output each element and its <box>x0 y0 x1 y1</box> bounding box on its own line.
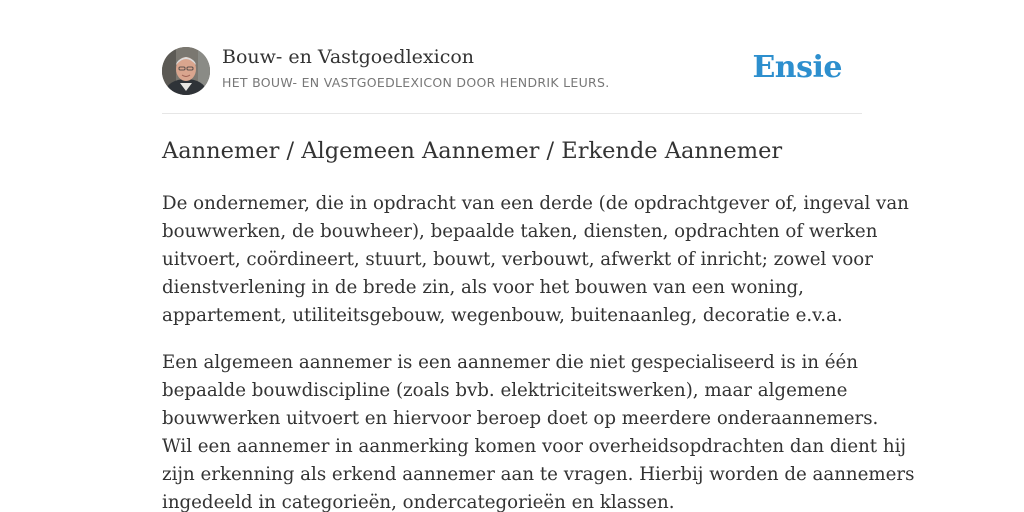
site-header <box>162 0 862 114</box>
content-container <box>162 0 915 512</box>
text-line: uitvoert, coördineert, stuurt, bouwt, verbouwt, afwerkt of inricht; zowel voor <box>162 249 873 270</box>
text-line: bouwwerken, de bouwheer), bepaalde taken, diensten, opdrachten of werken <box>162 221 878 242</box>
site-subtitle: HET BOUW- EN VASTGOEDLEXICON DOOR HENDRIK LEURS. <box>222 75 610 90</box>
paragraph-1 <box>162 190 909 330</box>
text-line: zijn erkenning als erkend aannemer aan te vragen. Hierbij worden de aannemers <box>162 464 915 485</box>
text-line: Wil een aannemer in aanmerking komen voor overheidsopdrachten dan dient hij <box>162 436 907 457</box>
entry-body <box>162 190 915 512</box>
site-title[interactable]: Bouw- en Vastgoedlexicon <box>222 46 475 68</box>
person-portrait-icon <box>162 47 210 95</box>
text-line: ingedeeld in categorieën, ondercategorieën en klassen. <box>162 492 675 512</box>
brand-logo[interactable]: Ensie <box>752 50 842 85</box>
avatar[interactable] <box>162 47 210 95</box>
text-line: bepaalde bouwdiscipline (zoals bvb. elektriciteitswerken), maar algemene <box>162 380 848 401</box>
text-line: Een algemeen aannemer is een aannemer die niet gespecialiseerd is in één <box>162 352 859 373</box>
text-line: dienstverlening in de brede zin, als voor het bouwen van een woning, <box>162 277 804 298</box>
text-line: bouwwerken uitvoert en hiervoor beroep doet op meerdere onderaannemers. <box>162 408 879 429</box>
text-line: De ondernemer, die in opdracht van een derde (de opdrachtgever of, ingeval van <box>162 193 909 214</box>
paragraph-2 <box>162 349 915 512</box>
entry-title: Aannemer / Algemeen Aannemer / Erkende Aannemer <box>162 138 783 164</box>
text-line: appartement, utiliteitsgebouw, wegenbouw, buitenaanleg, decoratie e.v.a. <box>162 305 843 326</box>
